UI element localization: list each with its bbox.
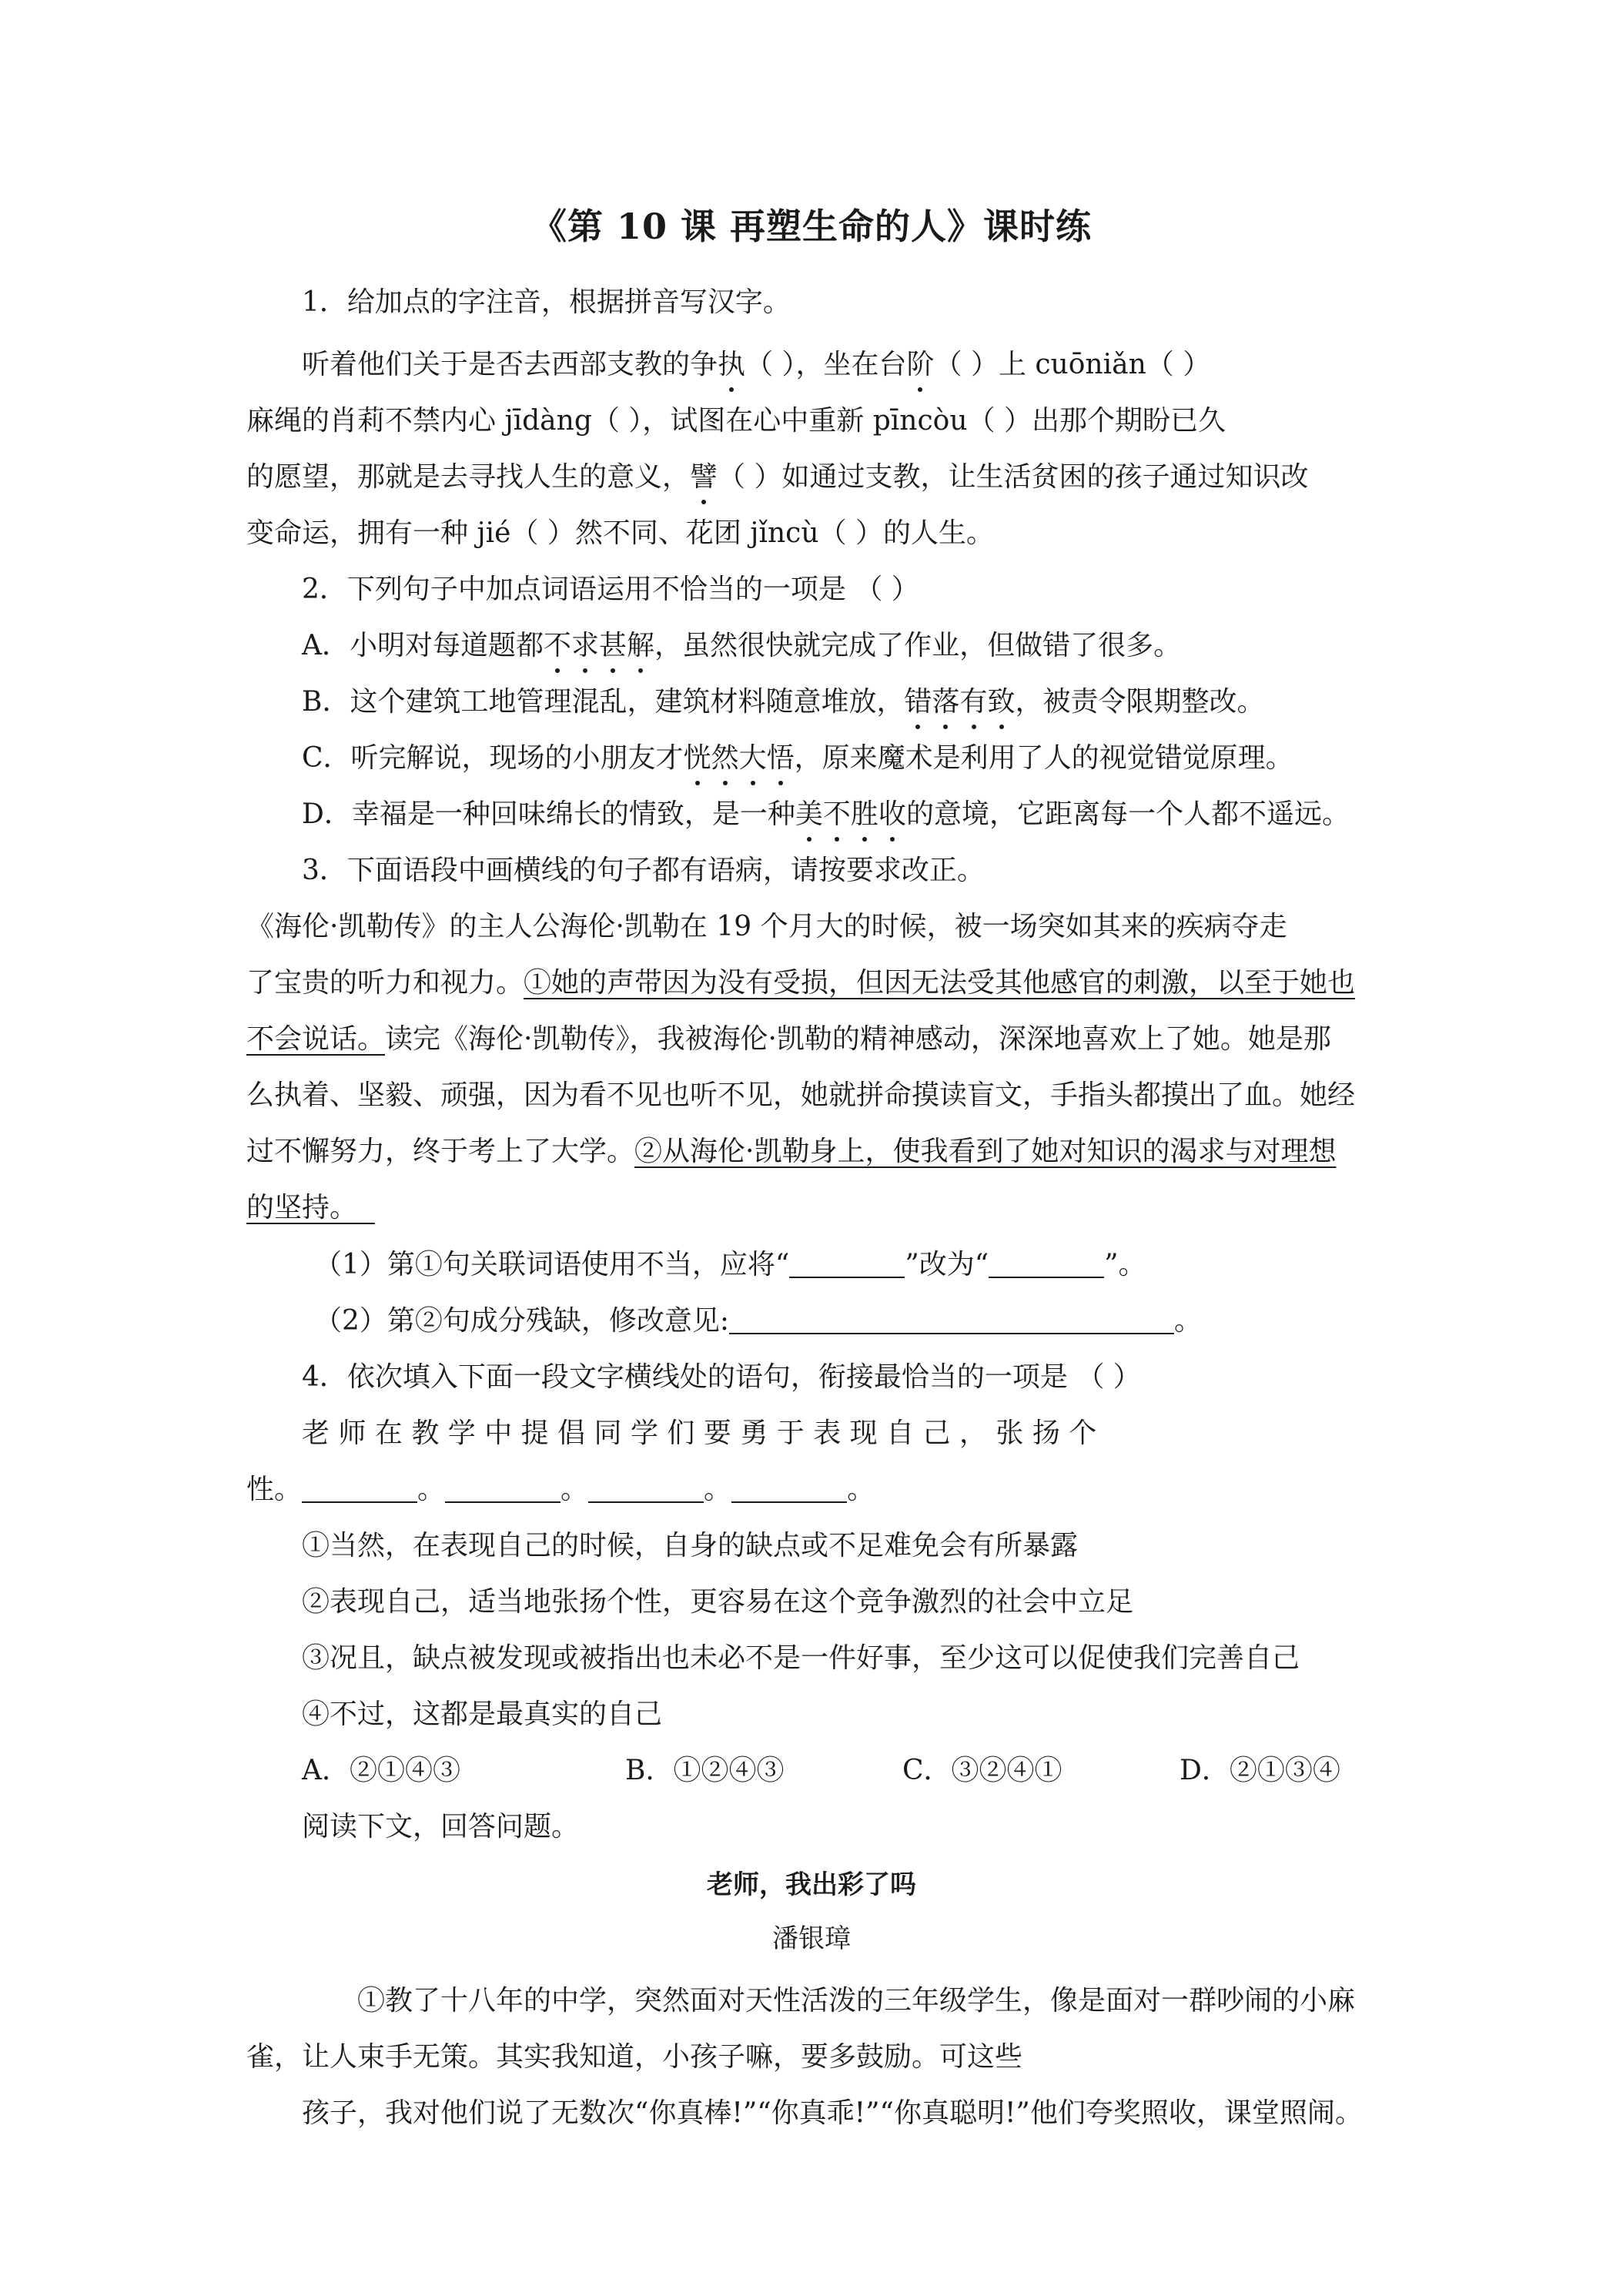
q3-passage-line-3: 不会说话。读完《海伦·凯勒传》，我被海伦·凯勒的精神感动，深深地喜欢上了她。她是那	[246, 1023, 1331, 1055]
dotted-phrase	[684, 742, 795, 774]
q3-passage-line-2: 了宝贵的听力和视力。①她的声带因为没有受损，但因无法受其他感官的刺激，以至于她也	[246, 967, 1356, 999]
dotted-char: 致	[988, 678, 1016, 726]
q4-option-d[interactable]: D．②①③④	[1180, 1755, 1340, 1786]
q2-option-a: A．小明对每道题都不求甚解，虽然很快就完成了作业，但做错了很多。	[0, 622, 1623, 670]
dotted-phrase	[795, 798, 906, 830]
answer-blank[interactable]	[789, 1250, 905, 1278]
dotted-char: 错	[904, 678, 932, 726]
q2-option-b: B．这个建筑工地管理混乱，建筑材料随意堆放，错落有致，被责令限期整改。	[0, 678, 1623, 726]
dotted-char: 甚	[599, 622, 627, 670]
q2-option-d: D．幸福是一种回味绵长的情致，是一种美不胜收的意境，它距离每一个人都不遥远。	[0, 791, 1623, 838]
dotted-char: 执	[718, 341, 745, 389]
q4-sentence-1: ①当然，在表现自己的时候，自身的缺点或不足难免会有所暴露	[302, 1530, 1079, 1561]
answer-blank[interactable]	[729, 1307, 1174, 1334]
q3-sub-1: （1）第①句关联词语使用不当，应将“ ”改为“ ”。	[314, 1249, 1146, 1280]
reading-title: 老师，我出彩了吗	[707, 1869, 916, 1900]
answer-blank[interactable]	[588, 1475, 704, 1503]
dotted-char: 譬	[690, 454, 718, 501]
q4-passage-line-2: 性。 。 。 。 。	[246, 1474, 875, 1505]
answer-blank[interactable]	[302, 1475, 417, 1503]
q3-passage-line-6	[0, 1184, 1623, 1232]
q4-sentence-3: ③况且，缺点被发现或被指出也未必不是一件好事，至少这可以促使我们完善自己	[302, 1642, 1300, 1674]
dotted-char: 恍	[684, 735, 711, 782]
dotted-char: 悟	[767, 735, 795, 782]
underlined-sentence-1: ①她的声带因为没有受损，但因无法受其他感官的刺激，以至于她也	[524, 967, 1356, 999]
q4-stem: 4．依次填入下面一段文字横线处的语句，衔接最恰当的一项是 （ ）	[302, 1361, 1141, 1393]
q1-line-1: 听着他们关于是否去西部支教的争执（ ），坐在台阶（ ）上 cuōniǎn（ ）	[0, 341, 1623, 389]
dotted-phrase	[544, 630, 654, 661]
underlined-sentence-2-end: 的坚持。	[246, 1192, 358, 1223]
q3-stem: 3．下面语段中画横线的句子都有语病，请按要求改正。	[302, 855, 985, 886]
answer-blank[interactable]	[989, 1250, 1104, 1278]
q3-passage-line-5: 过不懈努力，终于考上了大学。②从海伦·凯勒身上，使我看到了她对知识的渴求与对理想	[246, 1136, 1337, 1167]
dotted-char: 落	[932, 678, 959, 726]
dotted-char: 有	[960, 678, 988, 726]
q3-passage-line-4: 么执着、坚毅、顽强，因为看不见也听不见，她就拼命摸读盲文，手指头都摸出了血。她经	[246, 1079, 1356, 1111]
dotted-char: 然	[711, 735, 739, 782]
reading-author: 潘银璋	[772, 1923, 851, 1954]
reading-para-line-1: ①教了十八年的中学，突然面对天性活泼的三年级学生，像是面对一群吵闹的小麻	[357, 1985, 1356, 2017]
q2-option-c: C．听完解说，现场的小朋友才恍然大悟，原来魔术是利用了人的视觉错觉原理。	[0, 735, 1623, 782]
q4-option-c[interactable]: C．③②④①	[902, 1755, 1062, 1786]
dotted-char: 胜	[851, 791, 878, 838]
q1-line-2: 麻绳的肖莉不禁内心 jīdàng（ ），试图在心中重新 pīncòu（ ）出那个期盼已久	[246, 405, 1226, 437]
dotted-char: 不	[823, 791, 851, 838]
q4-sentence-2: ②表现自己，适当地张扬个性，更容易在这个竞争激烈的社会中立足	[302, 1586, 1134, 1618]
q1-line-4: 变命运，拥有一种 jié（ ）然不同、花团 jǐncù（ ）的人生。	[246, 517, 994, 549]
dotted-char: 美	[795, 791, 823, 838]
dotted-char: 大	[739, 735, 767, 782]
dotted-char: 收	[878, 791, 906, 838]
dotted-char: 解	[627, 622, 654, 670]
q3-passage-line-1: 《海伦·凯勒传》的主人公海伦·凯勒在 19 个月大的时候，被一场突如其来的疾病夺走	[246, 911, 1287, 942]
answer-blank[interactable]	[731, 1475, 847, 1503]
q4-passage-line-1: 老 师 在 教 学 中 提 倡 同 学 们 要 勇 于 表 现 自 己 ， 张 扬 个	[302, 1417, 1097, 1449]
reading-para-line-2: 雀，让人束手无策。其实我知道，小孩子嘛，要多鼓励。可这些	[246, 2041, 1023, 2073]
reading-para-line-3: 孩子，我对他们说了无数次“你真棒!”“你真乖!”“你真聪明!”他们夸奖照收，课堂照闹。	[302, 2097, 1363, 2129]
q4-option-a[interactable]: A．②①④③	[302, 1755, 460, 1786]
q4-sentence-4: ④不过，这都是最真实的自己	[302, 1699, 663, 1730]
answer-blank[interactable]	[445, 1475, 561, 1503]
reading-intro: 阅读下文，回答问题。	[302, 1811, 580, 1842]
dotted-char: 阶	[906, 341, 934, 389]
q4-option-b[interactable]: B．①②④③	[625, 1755, 785, 1786]
q2-stem: 2．下列句子中加点词语运用不恰当的一项是 （ ）	[302, 574, 919, 605]
document-title: 《第 10 课 再塑生命的人》课时练	[530, 206, 1093, 247]
q3-sub-2: （2）第②句成分残缺，修改意见: 。	[314, 1305, 1203, 1337]
q1-stem: 1．给加点的字注音，根据拼音写汉字。	[302, 286, 791, 318]
dotted-char: 求	[571, 622, 599, 670]
underlined-sentence-2: ②从海伦·凯勒身上，使我看到了她对知识的渴求与对理想	[634, 1136, 1337, 1167]
underlined-sentence-1-end: 不会说话。	[246, 1023, 386, 1055]
dotted-char: 不	[544, 622, 571, 670]
q1-line-3: 的愿望，那就是去寻找人生的意义，譬（ ）如通过支教，让生活贫困的孩子通过知识改	[0, 454, 1623, 501]
q4-answer-options	[0, 1747, 1623, 1795]
dotted-phrase	[904, 686, 1015, 718]
